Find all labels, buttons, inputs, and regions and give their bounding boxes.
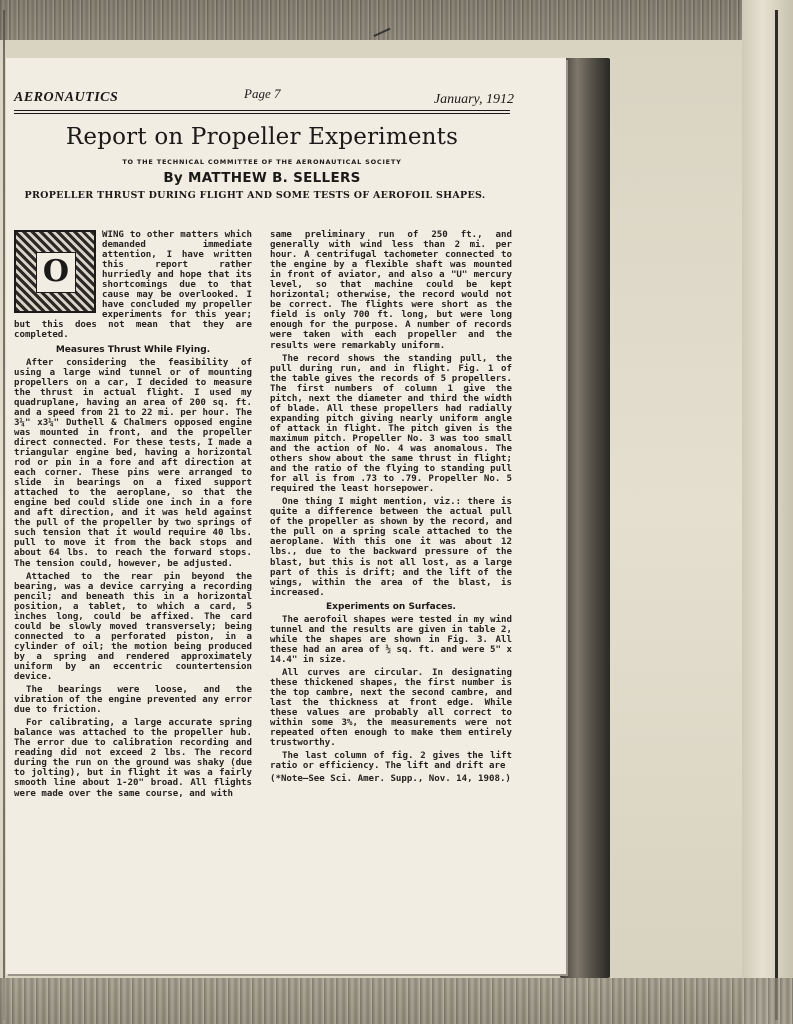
paragraph: After considering the feasibility of using a large wind tunnel or of mounting propellers on a car, I decided to measure the thrust in actual flight. I used my quadruplane, having an area of 200 sq. ft. and a speed from 21 to 22 mi. per hour. The 3¼" x3¼" Duthell & Chalmers opposed engine was mounted in front, and the propeller direct connected. For these tests, I made a triangular engine bed, having a horizontal rod or pin in a fore and aft direction at each corner. These pins were arranged to slide in bearings on a fixed support attached to the aeroplane, so that the engine bed could slide one inch in a fore and aft direction, and it was held against the pull of the propeller by two springs of such tension that it would require 40 lbs. pull to move it from the back stops and about 64 lbs. to reach the forward stops. The tension could, however, be adjusted. [14, 357, 252, 569]
page-number: Page 7 [244, 86, 281, 101]
footnote: (*Note—See Sci. Amer. Supp., Nov. 14, 1908.) [270, 774, 511, 785]
section-heading-surfaces: Experiments on Surfaces. [326, 601, 456, 612]
article-title: Report on Propeller Experiments [65, 124, 459, 150]
paragraph: All curves are circular. In designating these thickened shapes, the first number is the top cambre, next the second cambre, and last the thickness at front edge. While these values are probably all correct to within some 3%, the measurements were not repeated often enough to make them entirely trustworthy. [270, 667, 512, 749]
paragraph: One thing I might mention, viz.: there is quite a difference between the actual pull of the propeller as shown by the record, and the pull on a spring scale attached to the aeroplane. With this one it was about 12 lbs., due to the backward pressure of the blast, but this is not all lost, as a large part of this is drift; and the lift of the wings, within the area of the blast, is increased. [270, 497, 512, 598]
article-subhead: PROPELLER THRUST DURING FLIGHT AND SOME TESTS OF AEROFOIL SHAPES. [24, 190, 486, 201]
header-rule [14, 110, 510, 111]
paragraph: The record shows the standing pull, the pull during run, and in flight. Fig. 1 of the table gives the records of 5 propellers. The first numbers of column 1 give the pitch, next the diameter and third the width of blade. All these propellers had radially expanding pitch giving nearly uniform angle of attack in flight. The pitch given is the maximum pitch. Propeller No. 3 was too small and the action of No. 4 was anomalous. The others show about the same thrust in flight; and the ratio of the flying to standing pull for all is from .73 to .79. Propeller No. 5 required the least horsepower. [270, 353, 512, 495]
scan-left-border-line [3, 10, 5, 1020]
paragraph: The bearings were loose, and the vibration of the engine prevented any error due to friction. [14, 685, 252, 716]
paragraph: Attached to the rear pin beyond the bearing, was a device carrying a recording pencil; and beneath this in a horizontal position, a tablet, to which a card, 5 inches long, could be affixed. The card could be slowly moved transversely; being connected to a perforated piston, in a cylinder of oil; the motion being produced by a spring and rendered approximately uniform by an eccentric countertension device. [14, 571, 252, 683]
right-column [270, 230, 512, 784]
section-heading-thrust: Measures Thrust While Flying. [55, 344, 211, 355]
article-dedication: TO THE TECHNICAL COMMITTEE OF THE AERONAUTICAL SOCIETY [122, 158, 402, 166]
running-header [14, 84, 514, 110]
paragraph: The aerofoil shapes were tested in my wind tunnel and the results are given in table 2, while the shapes are shown in Fig. 3. All these had an area of ½ sq. ft. and were 5" x 14.4" in size. [270, 614, 512, 665]
page-content [14, 84, 514, 799]
book-spine [560, 58, 610, 978]
issue-date: January, 1912 [433, 92, 514, 107]
scan-right-margin [742, 0, 793, 1024]
scan-top-edge [0, 0, 793, 40]
drop-cap-letter: O [36, 252, 76, 293]
publication-name: AERONAUTICS [14, 90, 119, 105]
scan-bottom-edge [0, 978, 793, 1024]
paragraph: For calibrating, a large accurate spring balance was attached to the propeller hub. The error due to calibration recording and reading did not exceed 2 lbs. The record during the run on the ground was shaky (due to jolting), but in flight it was a fairly smooth line about 1-20" broad. All flights were made over the same course, and with [14, 718, 252, 799]
intro-paragraph: WING to other matters which demanded immediate attention, I have written this report rather hurriedly and hope that its shortcomings due to that cause may be overlooked. I have concluded my propeller experiments for this year; but this does not mean that they are completed. [14, 230, 252, 341]
left-column [14, 230, 252, 799]
header-rule-second [14, 113, 510, 114]
drop-cap-ornament [14, 230, 96, 313]
scan-right-border-line [775, 10, 778, 1020]
paragraph: same preliminary run of 250 ft., and generally with wind less than 2 mi. per hour. A centrifugal tachometer connected to the engine by a flexible shaft was mounted in front of aviator, and also a "U" mercury level, so that machine could be kept horizontal; otherwise, the record would not be correct. The flights were short as the field is only 700 ft. long, but were long enough for the purpose. A number of records were taken with each propeller and the results were remarkably uniform. [270, 230, 512, 351]
paragraph: The last column of fig. 2 gives the lift ratio or efficiency. The lift and drift are [270, 751, 512, 772]
article-byline: By MATTHEW B. SELLERS [163, 170, 361, 186]
